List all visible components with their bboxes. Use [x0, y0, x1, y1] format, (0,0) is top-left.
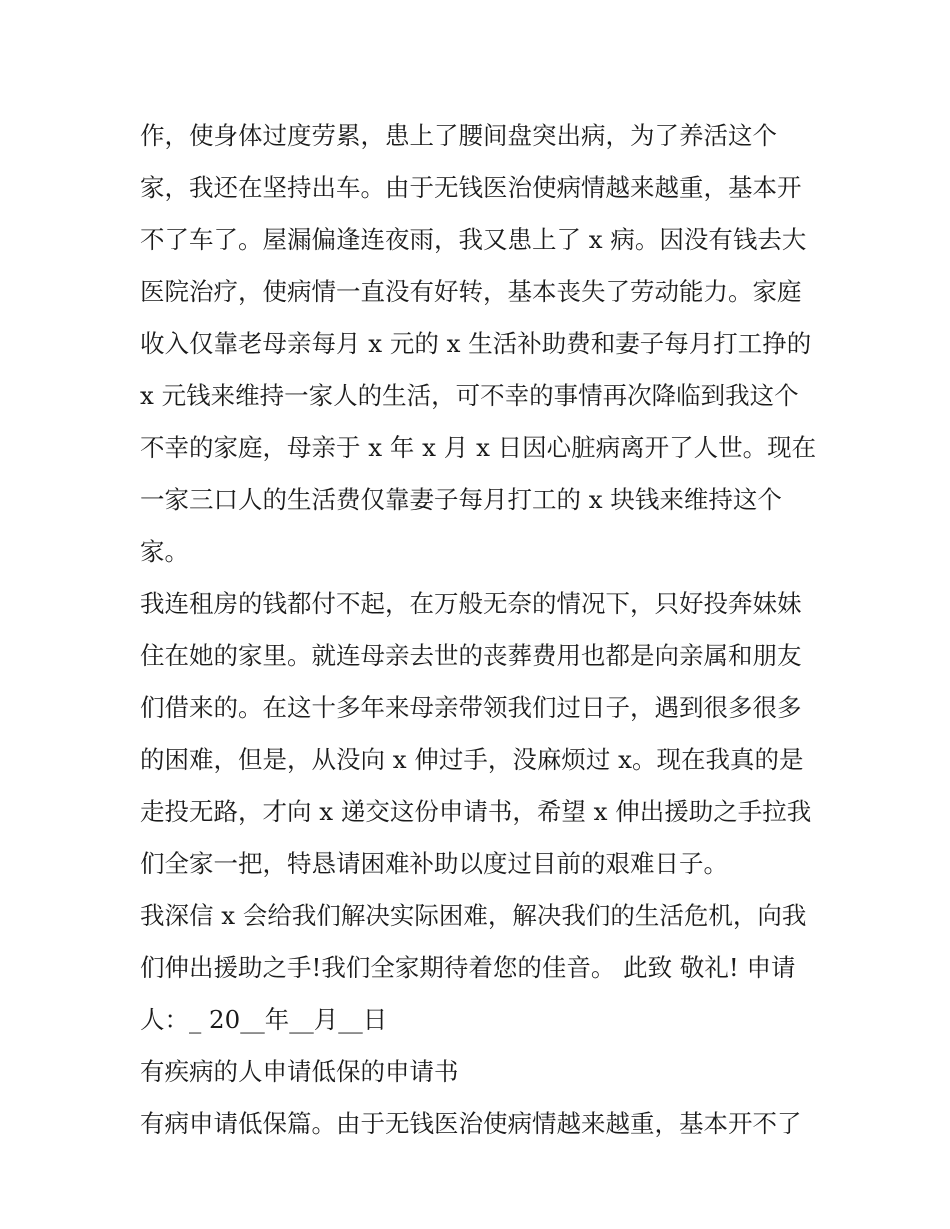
text-line: 们借来的。在这十多年来母亲带领我们过日子，遇到很多很多 [140, 693, 802, 722]
paragraph-housing-hardship [140, 578, 820, 890]
document-body [140, 110, 820, 1150]
section-heading [140, 1046, 820, 1098]
paragraph-closing-signature [140, 890, 820, 1046]
text-line: 的困难，但是，从没向 x 伸过手，没麻烦过 x。现在我真的是 [140, 745, 804, 774]
text-line: 医院治疗，使病情一直没有好转，基本丧失了劳动能力。家庭 [140, 277, 802, 306]
text-line: 我连租房的钱都付不起，在万般无奈的情况下，只好投奔妹妹 [140, 589, 802, 618]
text-line: 住在她的家里。就连母亲去世的丧葬费用也都是向亲属和朋友 [140, 641, 802, 670]
text-line: 我深信 x 会给我们解决实际困难，解决我们的生活危机，向我 [140, 901, 807, 930]
text-line: 一家三口人的生活费仅靠妻子每月打工的 x 块钱来维持这个 [140, 485, 782, 514]
text-line: 们伸出援助之手!我们全家期待着您的佳音。 此致 敬礼! 申请 [140, 953, 796, 982]
text-line: 家。 [140, 537, 189, 566]
text-line: 不了车了。屋漏偏逢连夜雨，我又患上了 x 病。因没有钱去大 [140, 225, 807, 254]
text-line: 不幸的家庭，母亲于 x 年 x 月 x 日因心脏病离开了人世。现在 [140, 433, 817, 462]
text-line: 们全家一把，特恳请困难补助以度过目前的艰难日子。 [140, 849, 728, 878]
heading-text: 有疾病的人申请低保的申请书 [140, 1057, 459, 1086]
text-line: x 元钱来维持一家人的生活，可不幸的事情再次降临到我这个 [140, 381, 799, 410]
text-line: 有病申请低保篇。由于无钱医治使病情越来越重，基本开不了 [140, 1109, 802, 1138]
signature-date-line: 人：_ 20__年__月__日 [140, 1005, 388, 1034]
text-line: 作，使身体过度劳累，患上了腰间盘突出病，为了养活这个 [140, 121, 777, 150]
text-line: 家，我还在坚持出车。由于无钱医治使病情越来越重，基本开 [140, 173, 802, 202]
text-line: 走投无路，才向 x 递交这份申请书，希望 x 伸出援助之手拉我 [140, 797, 812, 826]
paragraph-illness-hardship [140, 110, 820, 578]
text-line: 收入仅靠老母亲每月 x 元的 x 生活补助费和妻子每月打工挣的 [140, 329, 812, 358]
paragraph-next-section [140, 1098, 820, 1150]
